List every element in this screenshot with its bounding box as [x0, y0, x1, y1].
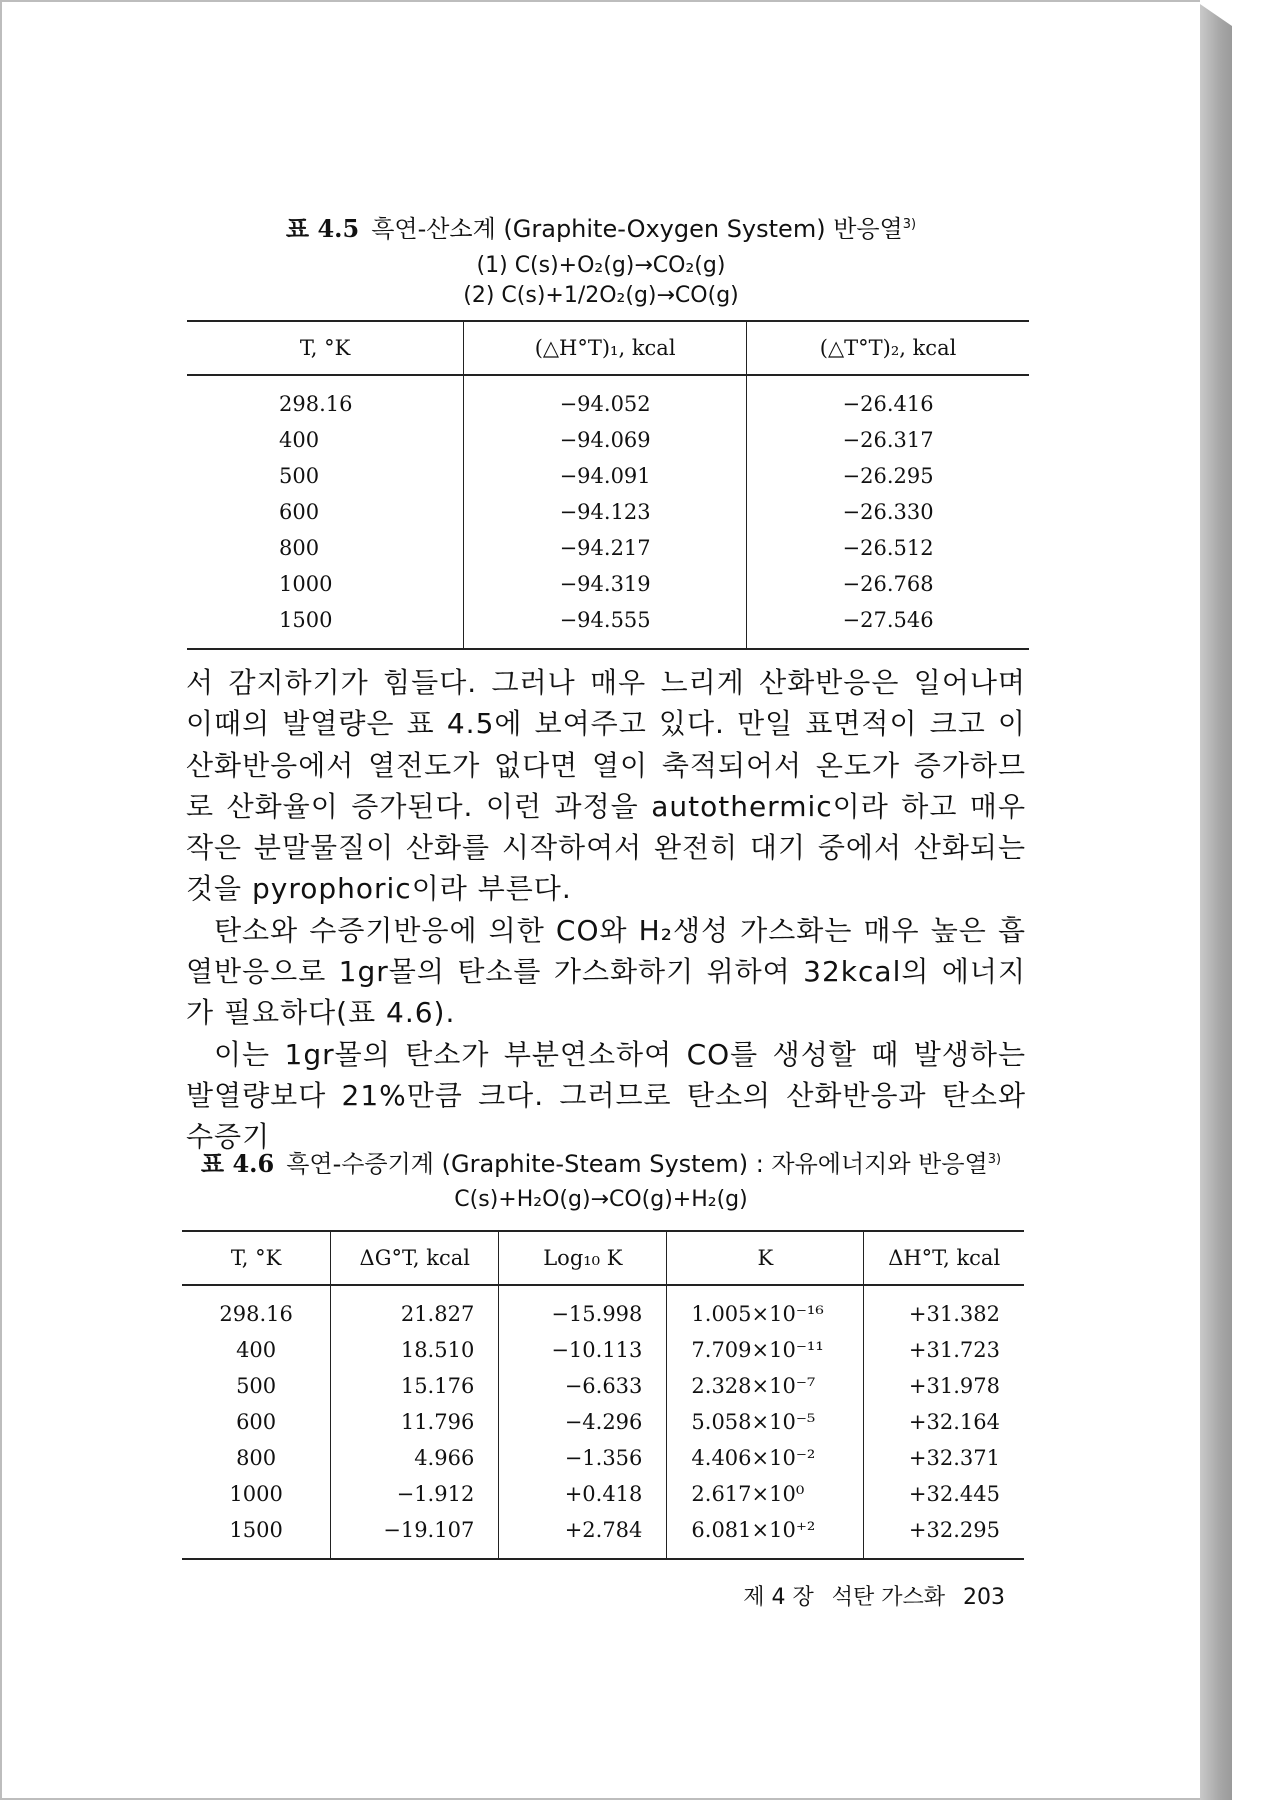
table-4-5-caption	[2, 209, 1200, 244]
cell-free-energy: 15.176	[331, 1368, 499, 1404]
table-row	[187, 566, 1029, 602]
paragraph-3: 이는 1gr몰의 탄소가 부분연소하여 CO를 생성할 때 발생하는 발열량보다 21%만큼 크다. 그러므로 탄소의 산화반응과 탄소와 수증기	[186, 1037, 1026, 1154]
header-enthalpy: ΔH°T, kcal	[864, 1231, 1024, 1285]
table-4-5-equation-1: (1) C(s)+O₂(g)→CO₂(g)	[476, 253, 726, 278]
cell-enthalpy: +32.164	[864, 1404, 1024, 1440]
table-row	[182, 1368, 1024, 1404]
cell-enthalpy: +32.295	[864, 1512, 1024, 1559]
cell-temperature: 298.16	[279, 392, 353, 416]
cell-temperature: 400	[279, 428, 320, 452]
cell-k: 1.005×10⁻¹⁶	[667, 1285, 864, 1332]
table-4-5-label: 표 4.5	[285, 214, 360, 243]
cell-temperature: 800	[279, 536, 320, 560]
table-row	[182, 1332, 1024, 1368]
header-k: K	[667, 1231, 864, 1285]
cell-temperature: 1500	[182, 1512, 331, 1559]
cell-enthalpy-1: −94.069	[464, 422, 747, 458]
table-row	[182, 1512, 1024, 1559]
table-4-6-equation: C(s)+H₂O(g)→CO(g)+H₂(g)	[454, 1187, 748, 1212]
cell-free-energy: −19.107	[331, 1512, 499, 1559]
cell-enthalpy-2: −26.295	[747, 458, 1029, 494]
body-text	[186, 662, 1026, 1158]
cell-free-energy: 18.510	[331, 1332, 499, 1368]
table-row	[187, 494, 1029, 530]
cell-k: 5.058×10⁻⁵	[667, 1404, 864, 1440]
header-temperature: T, °K	[182, 1231, 331, 1285]
cell-free-energy: 21.827	[331, 1285, 499, 1332]
cell-enthalpy-1: −94.052	[464, 375, 747, 422]
cell-enthalpy-1: −94.217	[464, 530, 747, 566]
cell-temperature: 400	[236, 1338, 277, 1362]
paragraph-1: 서 감지하기가 힘들다. 그러나 매우 느리게 산화반응은 일어나며 이때의 발열량은 표 4.5에 보여주고 있다. 만일 표면적이 크고 이 산화반응에서 열전도가 없다면 열이 축적되어서 온도가 증가하므로 산화율이 증가된다. 이런 과정을 autothermic이라 하고 매우 작은 분말물질이 산화를 시작하여서 완전히 대기 중에서 산화되는 것을 pyrophoric이라 부른다.	[186, 666, 1026, 906]
cell-k: 2.617×10⁰	[667, 1476, 864, 1512]
cell-enthalpy-2: −26.317	[747, 422, 1029, 458]
cell-k: 6.081×10⁺²	[667, 1512, 864, 1559]
chapter-title: 석탄 가스화	[831, 1585, 945, 1610]
cell-log-k: +2.784	[499, 1512, 667, 1559]
table-row	[187, 602, 1029, 649]
cell-enthalpy-1: −94.123	[464, 494, 747, 530]
table-4-6-label: 표 4.6	[200, 1149, 275, 1178]
cell-enthalpy-2: −26.768	[747, 566, 1029, 602]
page-footer	[743, 1580, 1005, 1611]
table-4-5-title: 흑연-산소계 (Graphite-Oxygen System) 반응열	[371, 215, 903, 243]
cell-enthalpy-2: −26.512	[747, 530, 1029, 566]
header-temperature: T, °K	[187, 321, 464, 375]
table-row	[182, 1285, 1024, 1332]
table-4-6	[182, 1230, 1024, 1560]
cell-temperature: 800	[236, 1446, 277, 1470]
cell-log-k: −6.633	[499, 1368, 667, 1404]
cell-log-k: +0.418	[499, 1476, 667, 1512]
cell-temperature: 1500	[187, 602, 464, 649]
chapter-label: 제 4 장	[743, 1585, 814, 1610]
cell-log-k: −10.113	[499, 1332, 667, 1368]
cell-log-k: −1.356	[499, 1440, 667, 1476]
table-4-5-ref: 3)	[902, 217, 917, 232]
cell-enthalpy-1: −94.091	[464, 458, 747, 494]
table-4-5	[187, 320, 1029, 650]
cell-enthalpy: +32.445	[864, 1476, 1024, 1512]
cell-enthalpy: +32.371	[864, 1440, 1024, 1476]
cell-temperature: 1000	[279, 572, 333, 596]
cell-k: 4.406×10⁻²	[667, 1440, 864, 1476]
table-row	[187, 422, 1029, 458]
cell-temperature: 600	[236, 1410, 277, 1434]
cell-free-energy: 11.796	[331, 1404, 499, 1440]
page-number: 203	[963, 1585, 1005, 1610]
cell-enthalpy-2: −26.416	[747, 375, 1029, 422]
paragraph-2: 탄소와 수증기반응에 의한 CO와 H₂생성 가스화는 매우 높은 흡열반응으로 1gr몰의 탄소를 가스화하기 위하여 32kcal의 에너지가 필요하다(표 4.6).	[186, 913, 1026, 1030]
cell-temperature: 500	[279, 464, 320, 488]
table-header-row	[182, 1231, 1024, 1285]
cell-enthalpy: +31.978	[864, 1368, 1024, 1404]
cell-temperature: 1000	[229, 1482, 283, 1506]
header-free-energy: ΔG°T, kcal	[331, 1231, 499, 1285]
cell-enthalpy-1: −94.555	[464, 602, 747, 649]
header-enthalpy-2: (△T°T)₂, kcal	[747, 321, 1029, 375]
cell-free-energy: −1.912	[331, 1476, 499, 1512]
table-row	[187, 530, 1029, 566]
cell-enthalpy-2: −26.330	[747, 494, 1029, 530]
cell-enthalpy: +31.382	[864, 1285, 1024, 1332]
cell-temperature: 600	[279, 500, 320, 524]
cell-log-k: −15.998	[499, 1285, 667, 1332]
cell-temperature: 500	[236, 1374, 277, 1398]
cell-temperature: 298.16	[219, 1302, 293, 1326]
table-4-5-equation-2: (2) C(s)+1/2O₂(g)→CO(g)	[463, 283, 739, 308]
table-header-row	[187, 321, 1029, 375]
table-row	[182, 1476, 1024, 1512]
cell-enthalpy-2: −27.546	[747, 602, 1029, 649]
cell-enthalpy: +31.723	[864, 1332, 1024, 1368]
table-row	[187, 458, 1029, 494]
table-row	[182, 1440, 1024, 1476]
cell-k: 7.709×10⁻¹¹	[667, 1332, 864, 1368]
cell-log-k: −4.296	[499, 1404, 667, 1440]
table-4-5-body	[187, 375, 1029, 649]
cell-enthalpy-1: −94.319	[464, 566, 747, 602]
cell-free-energy: 4.966	[331, 1440, 499, 1476]
table-row	[187, 375, 1029, 422]
table-row	[182, 1404, 1024, 1440]
table-4-6-ref: 3)	[987, 1152, 1002, 1167]
cell-k: 2.328×10⁻⁷	[667, 1368, 864, 1404]
table-4-6-title: 흑연-수증기계 (Graphite-Steam System) : 자유에너지와 반응열	[286, 1150, 988, 1178]
table-4-6-body	[182, 1285, 1024, 1559]
header-enthalpy-1: (△H°T)₁, kcal	[464, 321, 747, 375]
table-4-6-caption	[2, 1144, 1200, 1179]
header-log-k: Log₁₀ K	[499, 1231, 667, 1285]
page-edge	[1200, 4, 1232, 1800]
